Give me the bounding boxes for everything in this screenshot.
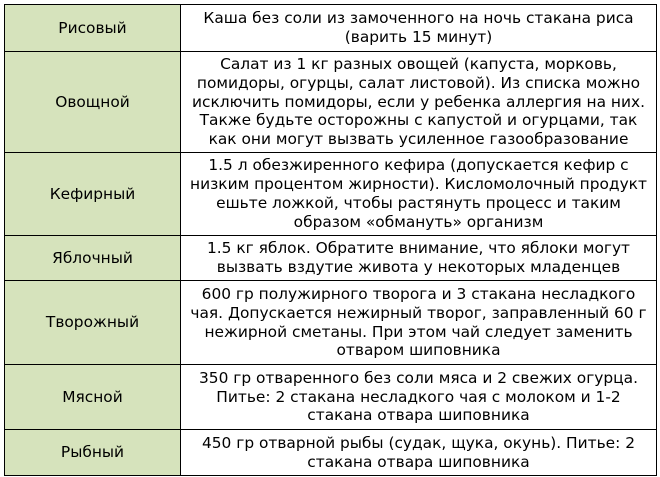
table-row-fish xyxy=(5,430,657,476)
diet-description-cell: Салат из 1 кг разных овощей (капуста, морковь, помидоры, огурцы, салат листовой). Из списка можно исключить помидоры, если у ребенка аллергия на них. Также будьте осторожны с капустой и огурцами, так как они могут вызвать усиленное газообразование xyxy=(181,52,657,153)
diet-name-cell: Рисовый xyxy=(5,5,181,52)
table-row-kefir xyxy=(5,153,657,236)
table-row-apple xyxy=(5,236,657,281)
diet-description-cell: 600 гр полужирного творога и 3 стакана несладкого чая. Допускается нежирный творог, заправленный 60 г нежирной сметаны. При этом чай следует заменить отваром шиповника xyxy=(181,281,657,365)
diet-name-cell: Творожный xyxy=(5,281,181,365)
fasting-days-table-container xyxy=(4,4,657,475)
diet-name-cell: Кефирный xyxy=(5,153,181,236)
fasting-days-table xyxy=(4,4,657,476)
diet-description-cell: 350 гр отваренного без соли мяса и 2 свежих огурца. Питье: 2 стакана несладкого чая с молоком и 1-2 стакана отвара шиповника xyxy=(181,365,657,430)
table-row-rice xyxy=(5,5,657,52)
table-row-vegetable xyxy=(5,52,657,153)
diet-name-cell: Мясной xyxy=(5,365,181,430)
diet-name-cell: Овощной xyxy=(5,52,181,153)
diet-description-cell: 1.5 кг яблок. Обратите внимание, что яблоки могут вызвать вздутие живота у некоторых младенцев xyxy=(181,236,657,281)
diet-description-cell: 450 гр отварной рыбы (судак, щука, окунь). Питье: 2 стакана отвара шиповника xyxy=(181,430,657,476)
table-row-cottage-cheese xyxy=(5,281,657,365)
diet-name-cell: Рыбный xyxy=(5,430,181,476)
diet-description-cell: Каша без соли из замоченного на ночь стакана риса (варить 15 минут) xyxy=(181,5,657,52)
diet-name-cell: Яблочный xyxy=(5,236,181,281)
diet-description-cell: 1.5 л обезжиренного кефира (допускается кефир с низким процентом жирности). Кисломолочный продукт ешьте ложкой, чтобы растянуть процесс и таким образом «обмануть» организм xyxy=(181,153,657,236)
table-row-meat xyxy=(5,365,657,430)
